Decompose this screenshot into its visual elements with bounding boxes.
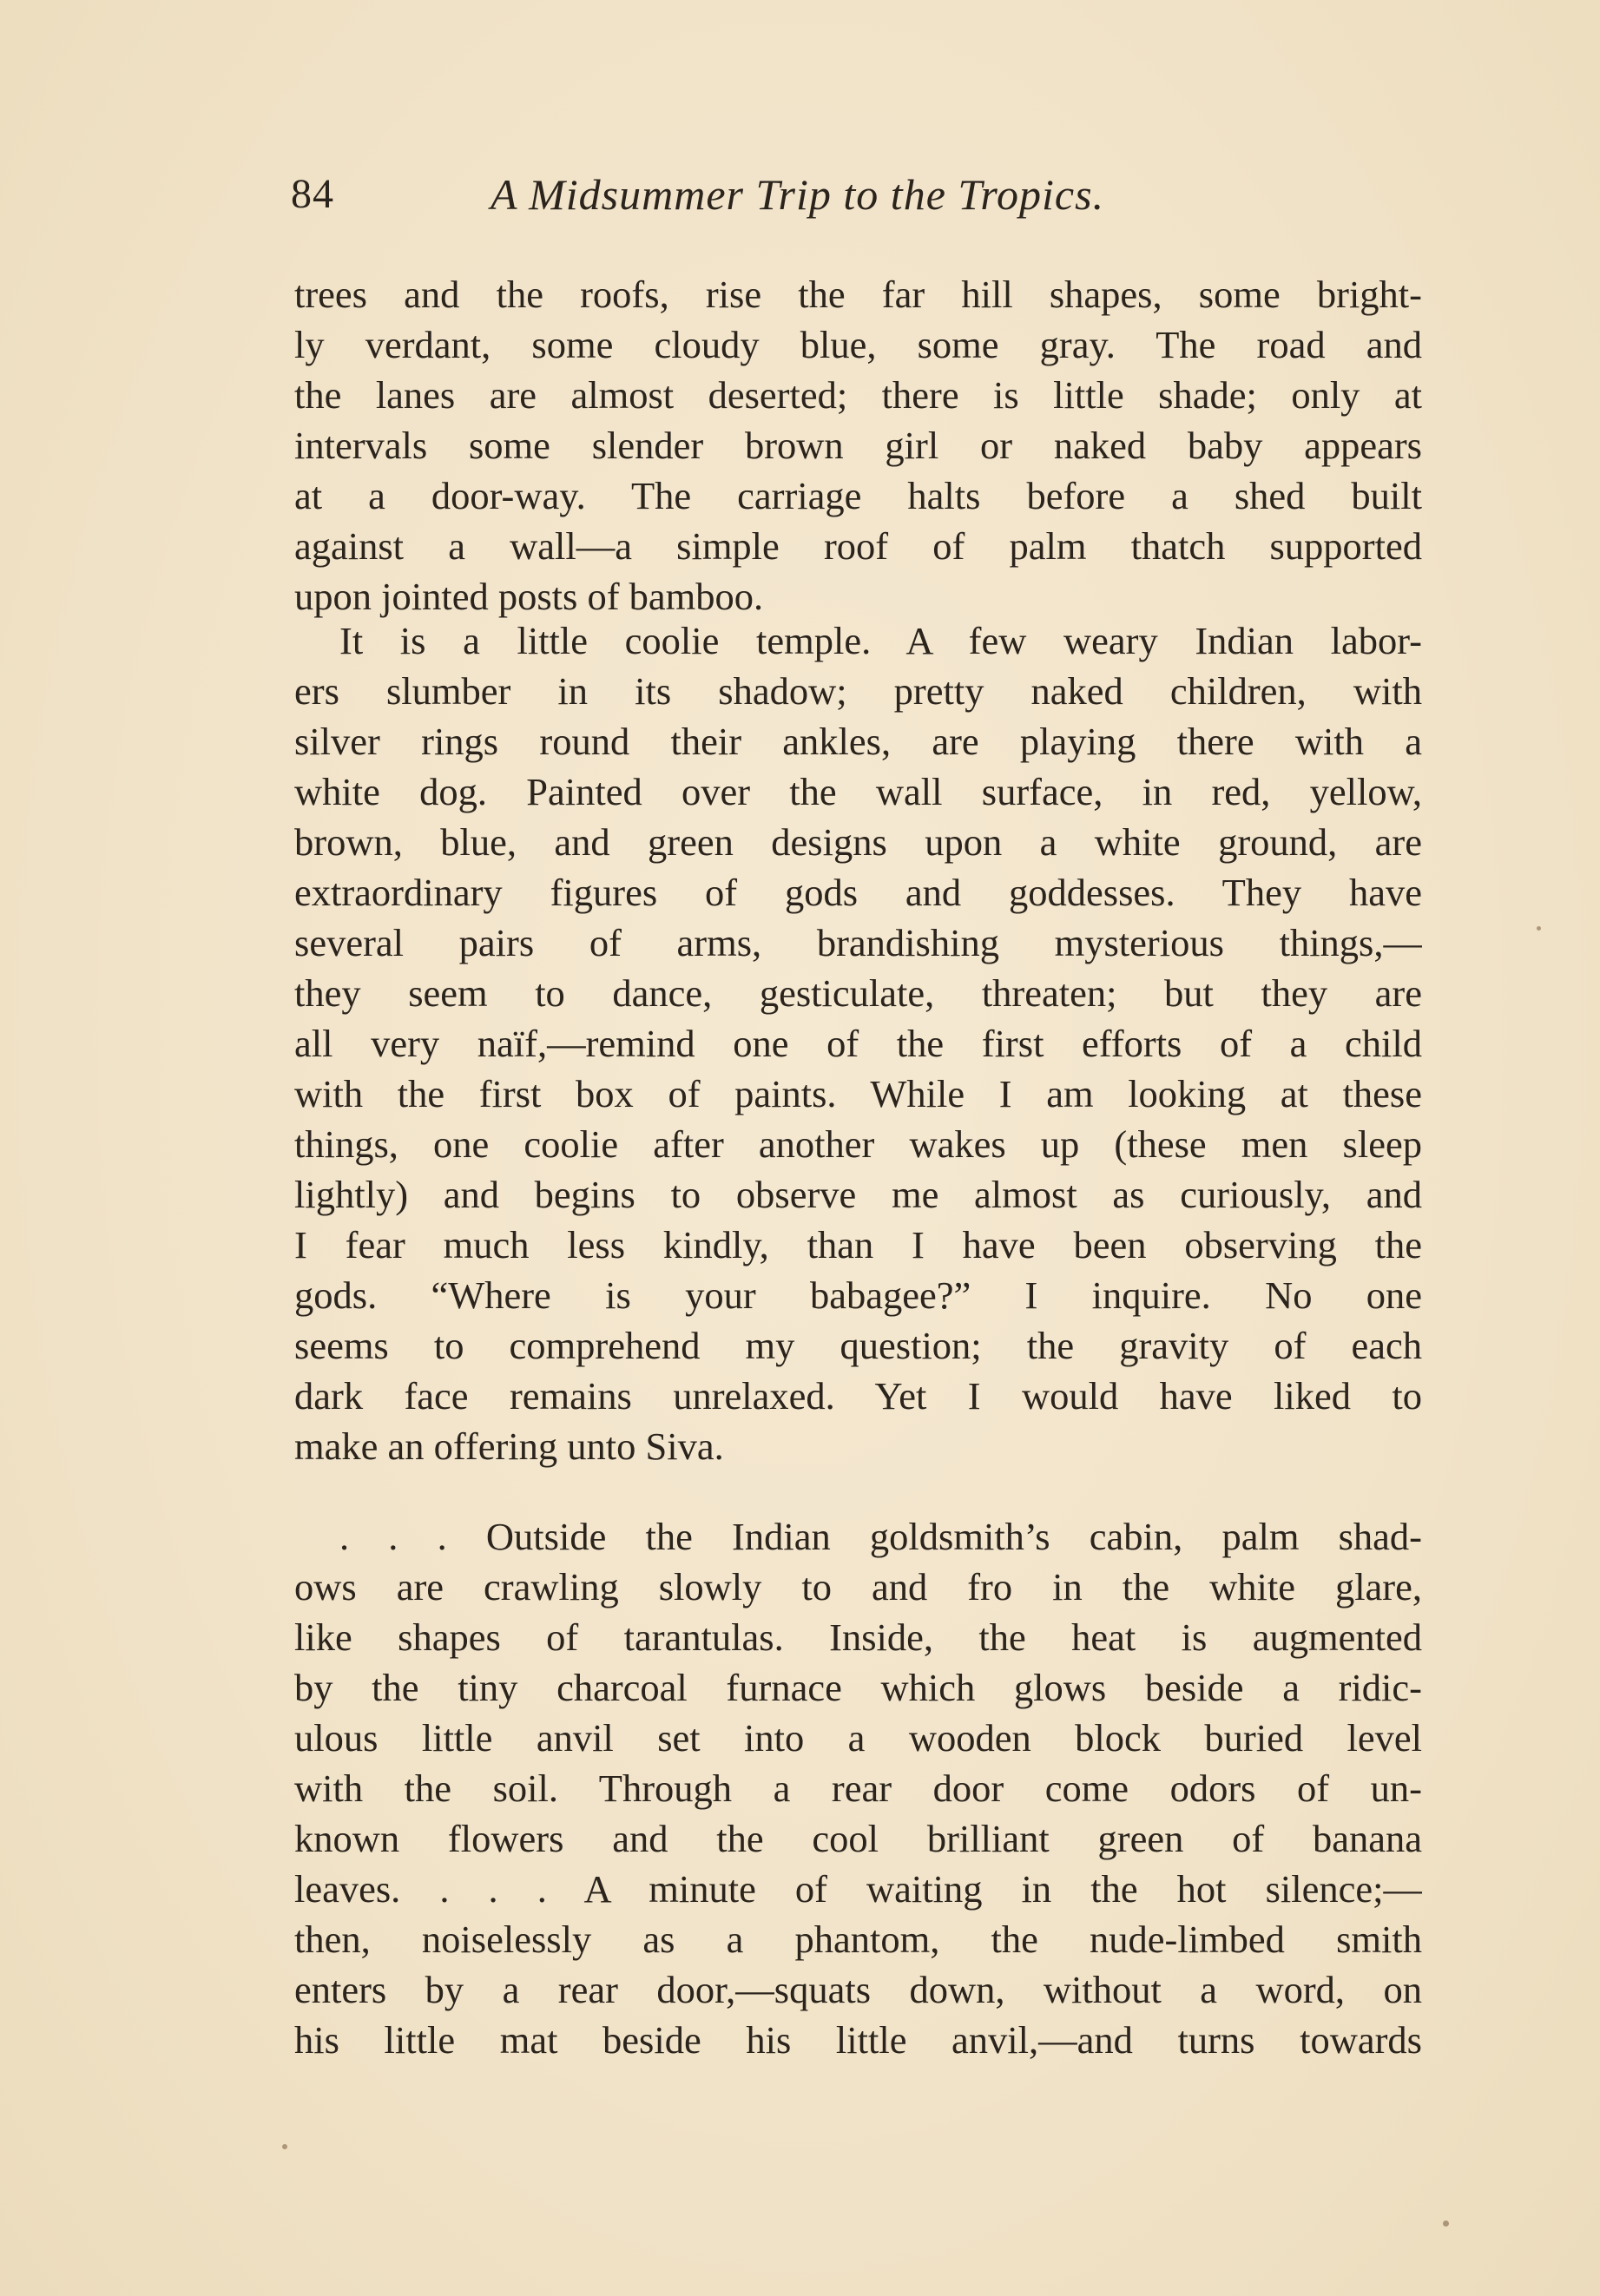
text-line: leaves. . . . A minute of waiting in the hot silence;—: [294, 1867, 1422, 1911]
text-line: brown, blue, and green designs upon a white ground, are: [294, 820, 1422, 864]
text-line: upon jointed posts of bamboo.: [294, 575, 764, 618]
text-line: ulous little anvil set into a wooden block buried level: [294, 1716, 1422, 1760]
text-line: I fear much less kindly, than I have been observing the: [294, 1223, 1422, 1266]
text-line: ly verdant, some cloudy blue, some gray. The road and: [294, 323, 1422, 366]
text-line: his little mat beside his little anvil,—and turns towards: [294, 2018, 1422, 2062]
text-line: ers slumber in its shadow; pretty naked children, with: [294, 669, 1422, 713]
text-line: with the first box of paints. While I am looking at these: [294, 1072, 1422, 1115]
text-line: the lanes are almost deserted; there is little shade; only at: [294, 373, 1422, 417]
paper-speck: [1537, 926, 1541, 931]
page-number: 84: [291, 171, 334, 217]
running-header: [291, 169, 1419, 230]
text-line: enters by a rear door,—squats down, without a word, on: [294, 1968, 1422, 2011]
paragraph: [294, 269, 1422, 622]
text-line: silver rings round their ankles, are playing there with a: [294, 720, 1422, 763]
text-line: . . . Outside the Indian goldsmith’s cabin, palm shad-: [339, 1515, 1422, 1558]
text-line: make an offering unto Siva.: [294, 1424, 724, 1468]
text-line: like shapes of tarantulas. Inside, the heat is augmented: [294, 1615, 1422, 1659]
text-line: against a wall—a simple roof of palm thatch supported: [294, 524, 1422, 568]
paper-speck: [1443, 2220, 1449, 2227]
text-line: lightly) and begins to observe me almost as curiously, and: [294, 1173, 1422, 1216]
paragraph: [294, 615, 1422, 1471]
text-line: at a door-way. The carriage halts before a shed built: [294, 474, 1422, 517]
paragraph: [294, 1511, 1422, 2065]
text-line: seems to comprehend my question; the gravity of each: [294, 1324, 1422, 1367]
running-title: A Midsummer Trip to the Tropics.: [491, 170, 1105, 219]
text-line: intervals some slender brown girl or naked baby appears: [294, 424, 1422, 467]
text-line: several pairs of arms, brandishing mysterious things,—: [294, 921, 1422, 964]
text-line: extraordinary figures of gods and goddesses. They have: [294, 871, 1422, 914]
text-line: they seem to dance, gesticulate, threaten; but they are: [294, 971, 1422, 1015]
text-line: dark face remains unrelaxed. Yet I would have liked to: [294, 1374, 1422, 1418]
text-line: with the soil. Through a rear door come odors of un-: [294, 1766, 1422, 1810]
paper-speck: [282, 2144, 287, 2149]
text-line: gods. “Where is your babagee?” I inquire. No one: [294, 1273, 1422, 1317]
text-line: It is a little coolie temple. A few weary Indian labor-: [339, 619, 1422, 662]
text-line: things, one coolie after another wakes up (these men sleep: [294, 1122, 1422, 1166]
text-line: trees and the roofs, rise the far hill shapes, some bright-: [294, 273, 1422, 316]
text-line: by the tiny charcoal furnace which glows beside a ridic-: [294, 1666, 1422, 1709]
text-line: white dog. Painted over the wall surface, in red, yellow,: [294, 770, 1422, 813]
text-line: all very naïf,—remind one of the first efforts of a child: [294, 1022, 1422, 1065]
text-line: ows are crawling slowly to and fro in the white glare,: [294, 1565, 1422, 1609]
text-line: then, noiselessly as a phantom, the nude-limbed smith: [294, 1918, 1422, 1961]
text-line: known flowers and the cool brilliant green of banana: [294, 1817, 1422, 1860]
